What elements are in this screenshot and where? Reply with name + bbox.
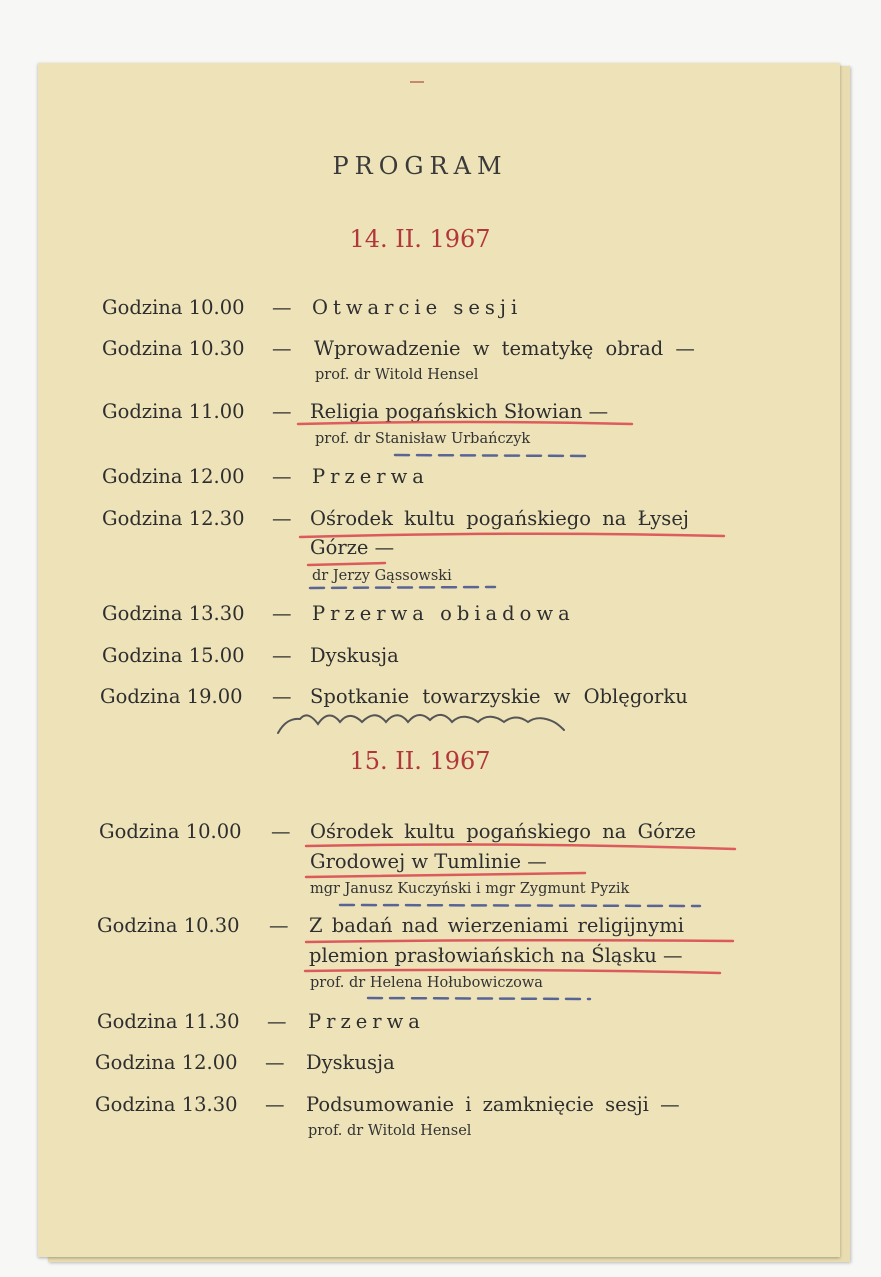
item-dash: — <box>272 507 292 530</box>
item-time: Godzina 15.00 <box>102 644 245 667</box>
item-title-continued: Grodowej w Tumlinie — <box>310 850 547 873</box>
item-speaker: dr Jerzy Gąssowski <box>312 568 452 584</box>
item-dash: — <box>265 1093 285 1116</box>
item-title: Dyskusja <box>310 644 399 667</box>
item-dash: — <box>272 296 292 319</box>
item-title: Dyskusja <box>306 1051 395 1074</box>
item-time: Godzina 10.00 <box>99 820 242 843</box>
item-dash: — <box>272 644 292 667</box>
item-speaker: prof. dr Witold Hensel <box>315 367 479 383</box>
item-title: Przerwa <box>308 1010 425 1033</box>
item-dash: — <box>265 1051 285 1074</box>
item-title: Spotkanie towarzyskie w Oblęgorku <box>310 685 688 708</box>
item-title: Ośrodek kultu pogańskiego na Łysej <box>310 507 689 530</box>
item-time: Godzina 11.00 <box>102 400 245 423</box>
item-dash: — <box>271 820 291 843</box>
item-dash: — <box>272 602 292 625</box>
item-time: Godzina 13.30 <box>102 602 245 625</box>
day-2-date: 15. II. 1967 <box>349 747 491 775</box>
item-speaker: prof. dr Stanisław Urbańczyk <box>315 431 531 447</box>
item-time: Godzina 12.00 <box>95 1051 238 1074</box>
day-1-date: 14. II. 1967 <box>349 225 491 253</box>
item-time: Godzina 11.30 <box>97 1010 240 1033</box>
item-title-continued: Górze — <box>310 536 395 559</box>
item-title: Przerwa <box>312 465 429 488</box>
item-time: Godzina 19.00 <box>100 685 243 708</box>
item-title: Otwarcie sesji <box>312 296 523 319</box>
item-dash: — <box>269 914 289 937</box>
item-time: Godzina 12.00 <box>102 465 245 488</box>
item-title: Podsumowanie i zamknięcie sesji — <box>306 1093 680 1116</box>
item-title: Przerwa obiadowa <box>312 602 575 625</box>
item-title: Wprowadzenie w tematykę obrad — <box>314 337 695 360</box>
item-time: Godzina 13.30 <box>95 1093 238 1116</box>
program-title: PROGRAM <box>332 152 508 180</box>
item-title: Religia pogańskich Słowian — <box>310 400 609 423</box>
item-speaker: mgr Janusz Kuczyński i mgr Zygmunt Pyzik <box>310 881 630 897</box>
item-dash: — <box>272 685 292 708</box>
item-title-continued: plemion prasłowiańskich na Śląsku — <box>309 944 683 967</box>
item-dash: — <box>272 465 292 488</box>
item-time: Godzina 10.30 <box>97 914 240 937</box>
item-title: Z badań nad wierzeniami religijnymi <box>309 914 684 937</box>
item-time: Godzina 10.00 <box>102 296 245 319</box>
item-time: Godzina 10.30 <box>102 337 245 360</box>
item-speaker: prof. dr Helena Hołubowiczowa <box>310 975 543 991</box>
item-dash: — <box>272 400 292 423</box>
item-speaker: prof. dr Witold Hensel <box>308 1123 472 1139</box>
item-time: Godzina 12.30 <box>102 507 245 530</box>
item-title: Ośrodek kultu pogańskiego na Górze <box>310 820 697 843</box>
item-dash: — <box>272 337 292 360</box>
item-dash: — <box>267 1010 287 1033</box>
